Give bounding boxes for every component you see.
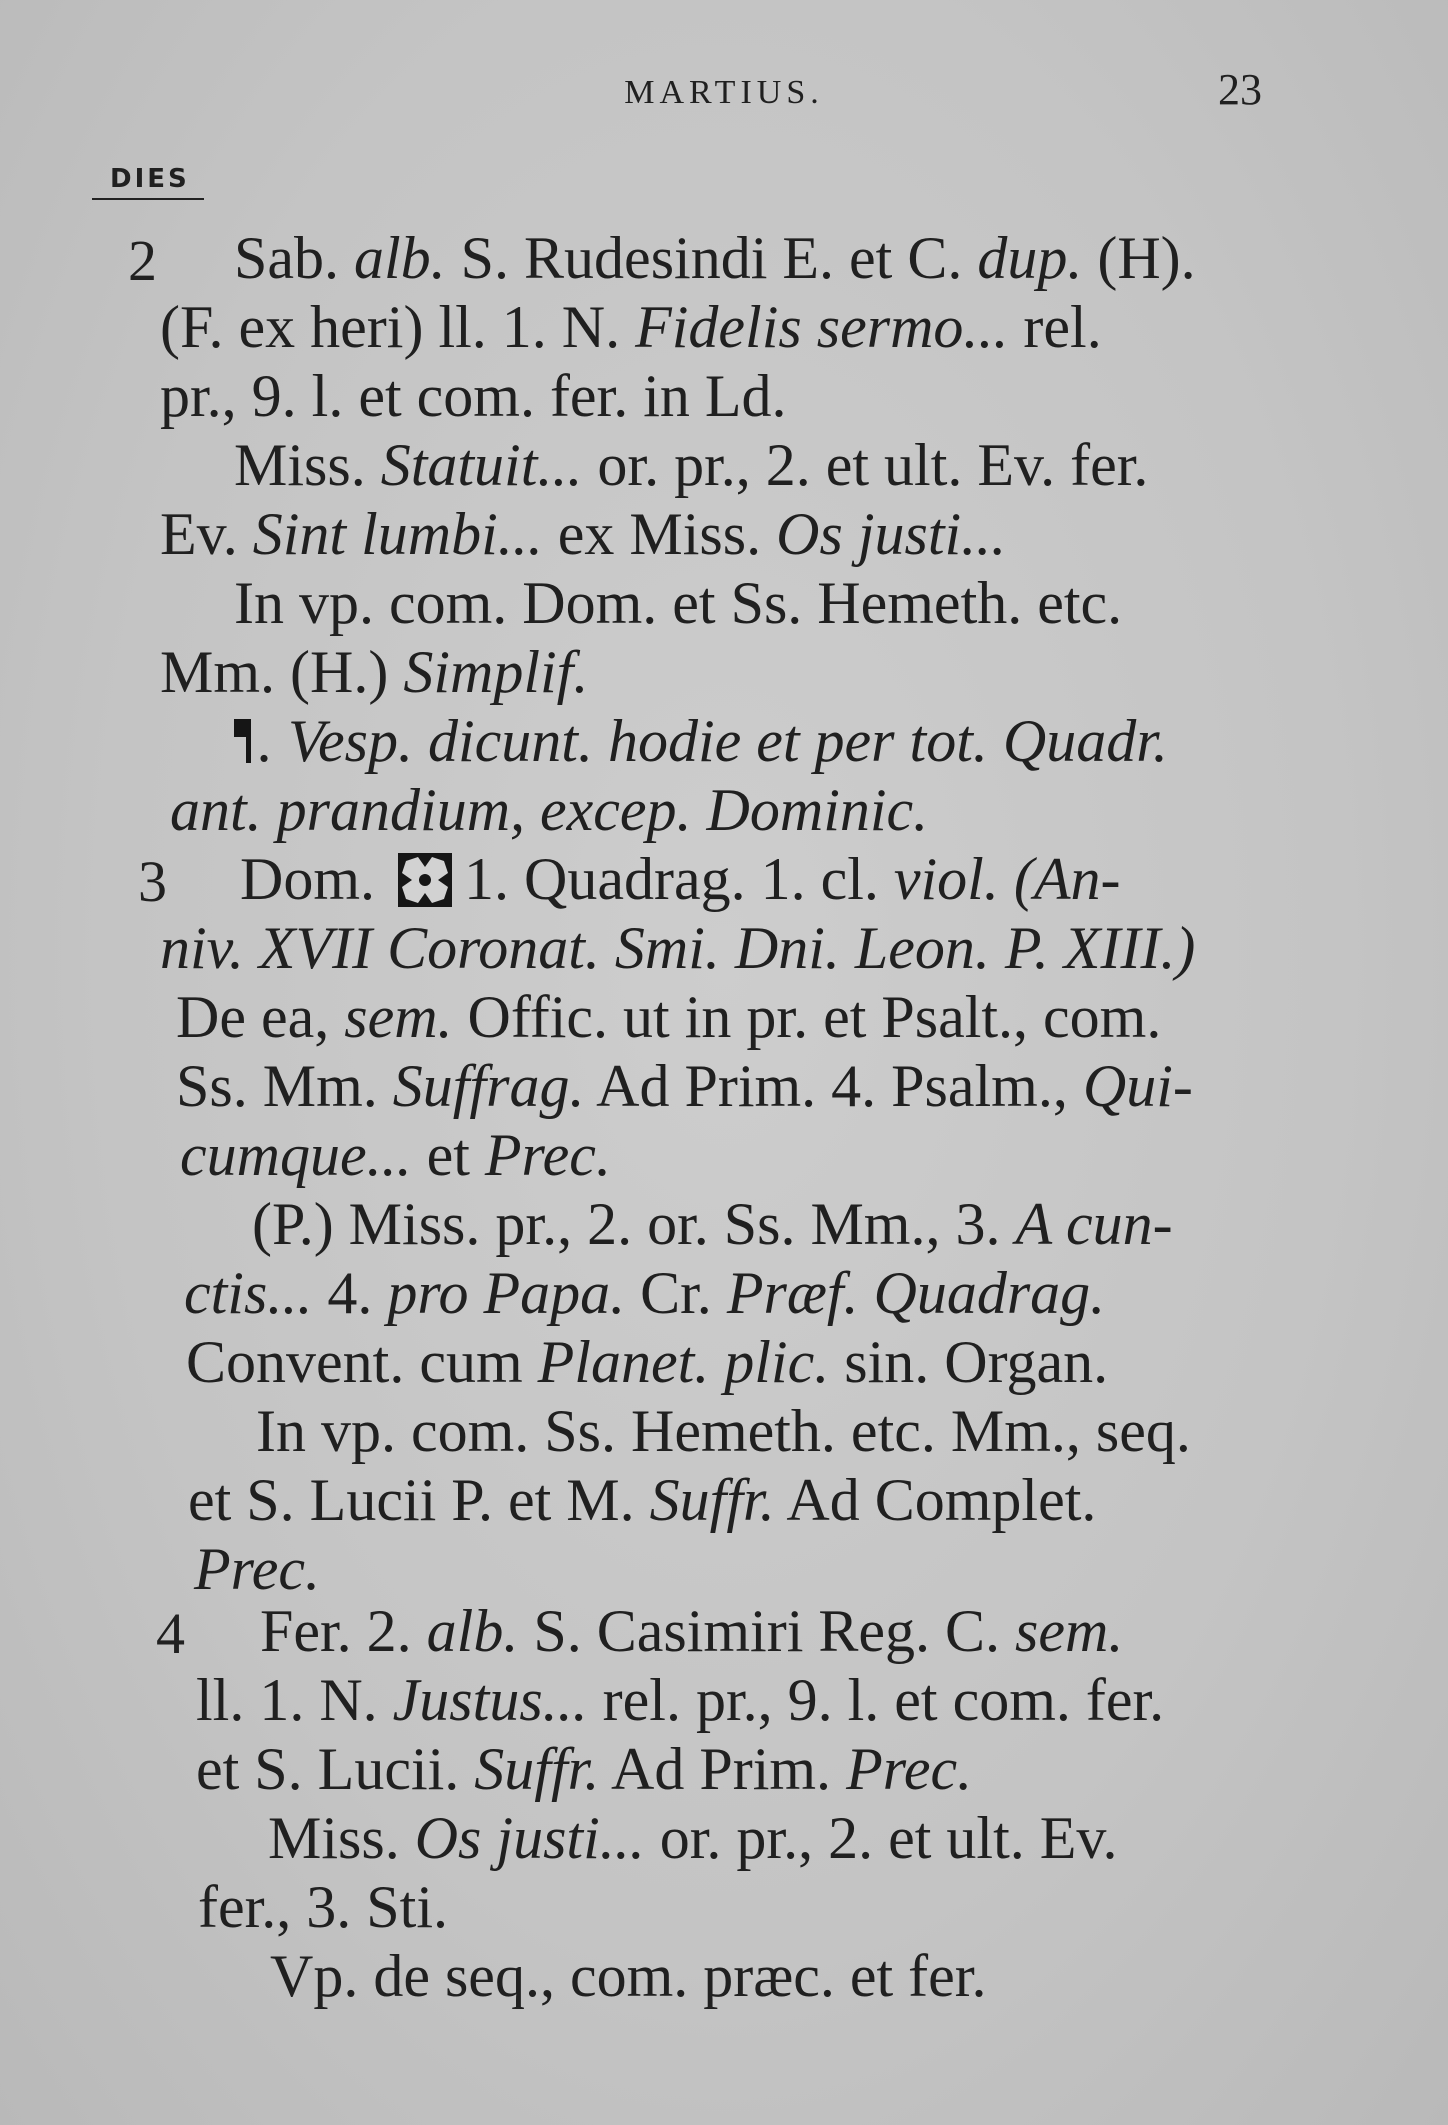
entry-2-line-5: Ev. Sint lumbi... ex Miss. Os justi... [160, 501, 1007, 567]
entry-2-line-8: . Vesp. dicunt. hodie et per tot. Quadr. [234, 711, 1168, 771]
entry-4-line-4: Miss. Os justi... or. pr., 2. et ult. Ev. [268, 1805, 1118, 1871]
entry-3-line-11: Prec. [194, 1536, 321, 1602]
running-head: MARTIUS. [624, 74, 824, 111]
entry-4-line-1: Fer. 2. alb. S. Casimiri Reg. C. sem. [260, 1598, 1124, 1664]
entry-2-line-6: In vp. com. Dom. et Ss. Hemeth. etc. [234, 570, 1123, 636]
day-number-2: 2 [128, 228, 157, 293]
entry-3-line-7: ctis... 4. pro Papa. Cr. Præf. Quadrag. [184, 1260, 1106, 1326]
entry-3-line-3: De ea, sem. Offic. ut in pr. et Psalt., com. [176, 984, 1162, 1050]
entry-3-line-5: cumque... et Prec. [180, 1122, 611, 1188]
entry-4-line-5: fer., 3. Sti. [198, 1874, 448, 1940]
entry-2-line-2: (F. ex heri) ll. 1. N. Fidelis sermo... rel. [160, 294, 1102, 360]
entry-2-line-4: Miss. Statuit... or. pr., 2. et ult. Ev. fer. [234, 432, 1149, 498]
entry-3-line-9: In vp. com. Ss. Hemeth. etc. Mm., seq. [256, 1398, 1191, 1464]
day-number-4: 4 [156, 1601, 185, 1666]
entry-2-line-1: Sab. alb. S. Rudesindi E. et C. dup. (H). [234, 225, 1196, 291]
page-number: 23 [1218, 65, 1262, 114]
day-number-3: 3 [138, 849, 167, 914]
entry-3-line-2: niv. XVII Coronat. Smi. Dni. Leon. P. XIII.) [160, 915, 1196, 981]
entry-4-line-2: ll. 1. N. Justus... rel. pr., 9. l. et com. fer. [196, 1667, 1165, 1733]
entry-2-line-3: pr., 9. l. et com. fer. in Ld. [160, 363, 787, 429]
entry-3-line-4: Ss. Mm. Suffrag. Ad Prim. 4. Psalm., Qui- [176, 1053, 1193, 1119]
entry-4-line-3: et S. Lucii. Suffr. Ad Prim. Prec. [196, 1736, 973, 1802]
entry-3-line-8: Convent. cum Planet. plic. sin. Organ. [186, 1329, 1109, 1395]
entry-3-line-10: et S. Lucii P. et M. Suffr. Ad Complet. [188, 1467, 1097, 1533]
entry-3-line-1: Dom. 1. Quadrag. 1. cl. viol. (An- [240, 846, 1121, 912]
entry-2-line-7: Mm. (H.) Simplif. [160, 639, 589, 705]
maltese-cross-icon [398, 853, 452, 907]
pilcrow-icon [234, 715, 254, 765]
dies-column-label: DIES [92, 164, 204, 200]
entry-2-line-9: ant. prandium, excep. Dominic. [170, 777, 929, 843]
entry-4-line-6: Vp. de seq., com. præc. et fer. [270, 1943, 987, 2009]
entry-3-line-6: (P.) Miss. pr., 2. or. Ss. Mm., 3. A cun- [252, 1191, 1173, 1257]
